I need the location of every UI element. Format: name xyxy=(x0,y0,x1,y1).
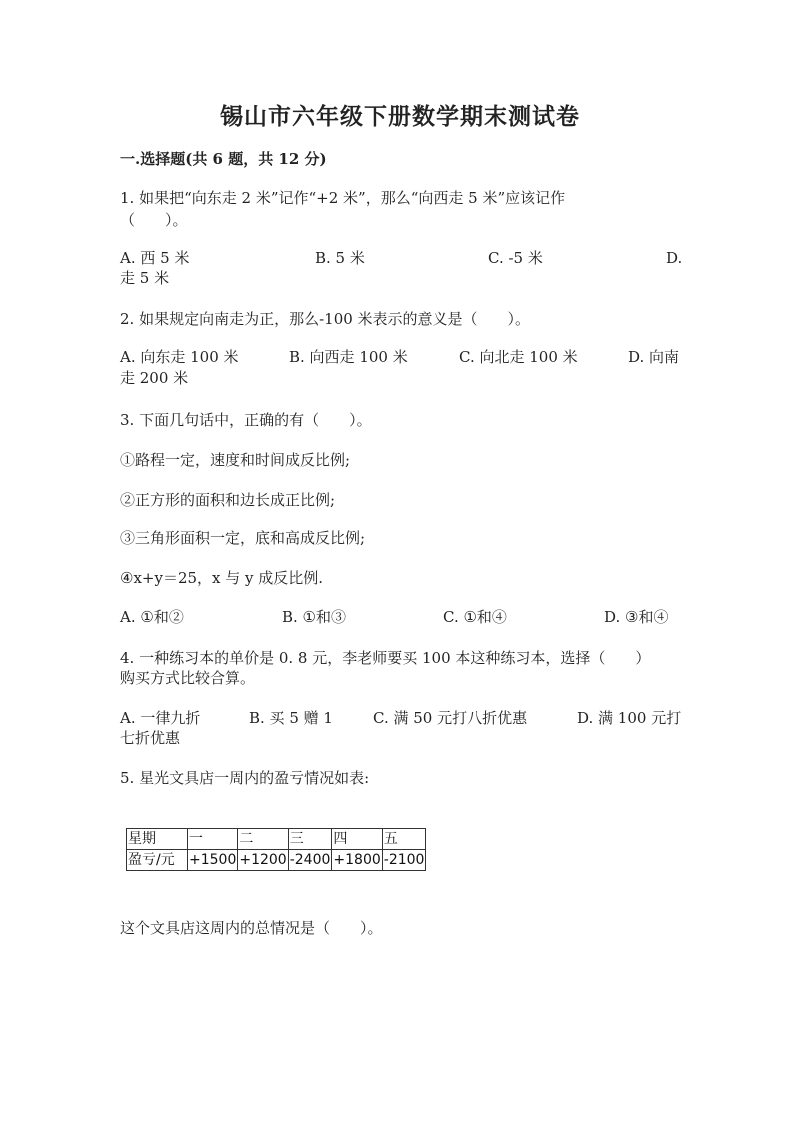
table-cell: +1200 xyxy=(238,850,288,871)
q3-statement-2: ②正方形的面积和边长成正比例; xyxy=(120,491,336,509)
q3-option-b[interactable]: B. ①和③ xyxy=(282,608,347,626)
table-cell: 四 xyxy=(332,829,382,850)
q5-stem: 5. 星光文具店一周内的盈亏情况如表: xyxy=(120,769,370,787)
q1-option-b[interactable]: B. 5 米 xyxy=(315,249,365,267)
q3-option-c[interactable]: C. ①和④ xyxy=(443,608,507,626)
table-cell: +1800 xyxy=(332,850,382,871)
q1-option-d-cont: 走 5 米 xyxy=(120,269,170,287)
q2-option-d[interactable]: D. 向南 xyxy=(628,348,680,366)
section-heading: 一.选择题(共 6 题，共 12 分) xyxy=(120,150,327,168)
table-header-row xyxy=(127,829,426,850)
q2-option-a[interactable]: A. 向东走 100 米 xyxy=(120,348,239,366)
q2-option-c[interactable]: C. 向北走 100 米 xyxy=(459,348,578,366)
q3-option-a[interactable]: A. ①和② xyxy=(120,608,184,626)
table-cell: 盈亏/元 xyxy=(127,850,188,871)
table-cell: 五 xyxy=(382,829,426,850)
q4-option-a[interactable]: A. 一律九折 xyxy=(120,709,201,727)
q2-option-d-cont: 走 200 米 xyxy=(120,369,189,387)
q1-stem-line2: （ ）。 xyxy=(120,211,188,229)
q3-option-d[interactable]: D. ③和④ xyxy=(604,608,669,626)
q5-question: 这个文具店这周内的总情况是（ ）。 xyxy=(120,919,383,937)
q4-option-b[interactable]: B. 买 5 赠 1 xyxy=(249,709,333,727)
q4-option-d-cont: 七折优惠 xyxy=(120,729,181,747)
q4-option-d[interactable]: D. 满 100 元打 xyxy=(577,709,682,727)
q4-option-c[interactable]: C. 满 50 元打八折优惠 xyxy=(373,709,528,727)
table-cell: -2100 xyxy=(382,850,426,871)
profit-loss-table xyxy=(126,828,426,871)
table-cell: 星期 xyxy=(127,829,188,850)
q3-statement-3: ③三角形面积一定，底和高成反比例; xyxy=(120,529,366,547)
table-row xyxy=(127,850,426,871)
q1-option-a[interactable]: A. 西 5 米 xyxy=(120,249,190,267)
table-cell: -2400 xyxy=(288,850,332,871)
q3-statement-1: ①路程一定，速度和时间成反比例; xyxy=(120,451,351,469)
q4-stem-line2: 购买方式比较合算。 xyxy=(120,669,256,687)
table-cell: 二 xyxy=(238,829,288,850)
table-cell: 三 xyxy=(288,829,332,850)
q2-option-b[interactable]: B. 向西走 100 米 xyxy=(289,348,408,366)
q2-stem: 2. 如果规定向南走为正，那么-100 米表示的意义是（ ）。 xyxy=(120,310,531,328)
q1-option-c[interactable]: C. -5 米 xyxy=(488,249,543,267)
table-cell: +1500 xyxy=(188,850,238,871)
page-title: 锡山市六年级下册数学期末测试卷 xyxy=(220,103,580,130)
q3-stem: 3. 下面几句话中，正确的有（ ）。 xyxy=(120,411,372,429)
q1-option-d[interactable]: D. xyxy=(666,249,683,267)
q4-stem-line1: 4. 一种练习本的单价是 0. 8 元，李老师要买 100 本这种练习本，选择（ ） xyxy=(120,649,651,667)
table-cell: 一 xyxy=(188,829,238,850)
q1-stem-line1: 1. 如果把“向东走 2 米”记作“+2 米”，那么“向西走 5 米”应该记作 xyxy=(120,189,566,207)
q3-statement-4: ④x+y＝25，x 与 y 成反比例. xyxy=(120,569,324,587)
